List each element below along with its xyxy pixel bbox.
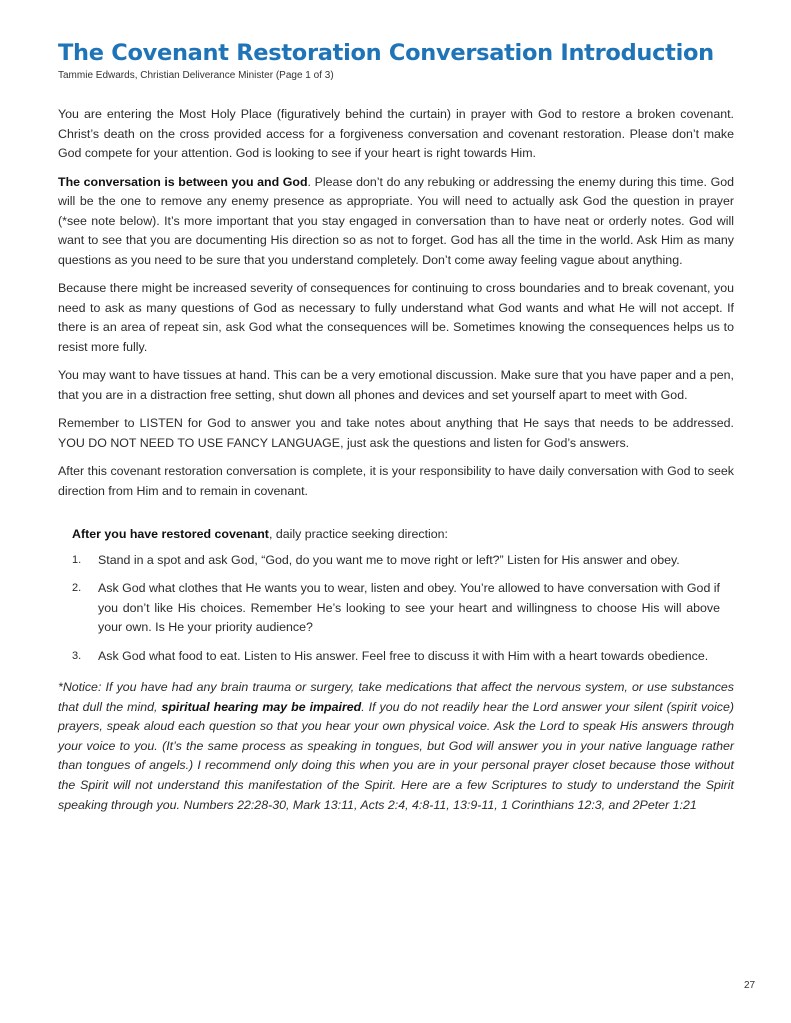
paragraph-intro: You are entering the Most Holy Place (figuratively behind the curtain) in prayer with God to restore a broken covenant. Christ’s death on the cross provided access for a forgiveness conversation and covenant restoration. Please don’t make God compete for your attention. God is looking to see if your heart is right towards Him. [58,107,734,160]
list-item-text: Ask God what food to eat. Listen to His answer. Feel free to discuss it with Him with a heart towards obedience. [98,648,709,663]
paragraph-consequences: Because there might be increased severity of consequences for continuing to cross boundaries and to break covenant, you need to ask as many questions of God as necessary to fully understand what God wants and what He will not accept. If there is an area of repeat sin, ask God what the consequences will be. Sometimes knowing the consequences helps us to resist more fully. [58,281,734,354]
list-item-number: 1. [72,553,82,566]
daily-practice-intro-text: , daily practice seeking direction: [268,527,449,541]
author-subtitle: Tammie Edwards, Christian Deliverance Minister (Page 1 of 3) [58,70,334,81]
notice-text-part-2: . If you do not readily hear the Lord answer your silent (spirit voice) prayers, speak aloud each question so that you hear your own physical voice. Ask the Lord to speak His answers through your voice to you. (It’s the same process as speaking in tongues, but God will answer you in your native language rather than tongues of angels.) I recommend only doing this when you are in your personal prayer closet because those without the Spirit will not understand this manifestation of the Spirit. Here are a few Scriptures to study to understand the Spirit speaking through you. Numbers 22:28-30, Mark 13:11, Acts 2:4, 4:8-11, 13:9-11, 1 Corinthians 12:3, and 2Peter 1:21 [58,699,735,812]
document-page [58,38,734,828]
paragraph-preparation: You may want to have tissues at hand. This can be a very emotional discussion. Make sure that you have paper and a pen, that you are in a distraction free setting, shut down all phones and devices and set yourself apart to meet with God. [58,368,734,402]
notice-bold-warning: spiritual hearing may be impaired [161,699,362,714]
paragraph-conversation [58,173,734,271]
list-item-text: Stand in a spot and ask God, “God, do you want me to move right or left?” Listen for His answer and obey. [98,552,680,567]
page-title: The Covenant Restoration Conversation Introduction [58,40,714,66]
notice-paragraph [58,678,734,815]
paragraph-responsibility: After this covenant restoration conversation is complete, it is your responsibility to have daily conversation with God to seek direction from Him and to remain in covenant. [58,464,734,498]
page-number: 27 [744,980,756,991]
list-item-number: 2. [72,582,82,594]
list-item [72,551,720,571]
paragraph-listen: Remember to LISTEN for God to answer you and take notes about anything that He says that needs to be addressed. YOU DO NOT NEED TO USE FANCY LANGUAGE, just ask the questions and listen for God’s answers. [58,416,734,450]
paragraph-conversation-text: . Please don’t do any rebuking or addressing the enemy during this time. God will be the one to remove any enemy presence as appropriate. You will need to actually ask God the question in prayer (*see note below). It’s more important that you stay engaged in conversation than to have neat or orderly notes. God will want to see that you are documenting His direction so as not to forget. God has all the time in the world. Ask Him as many questions as you need to be sure that you understand completely. Don’t come away feeling vague about anything. [58,174,734,267]
list-item [72,647,720,667]
daily-practice-intro-bold: After you have restored covenant [72,527,269,541]
notice-text-part-1: *Notice: If you have had any brain trauma or surgery, take medications that affect the nervous system, or use substances that dull the mind, [58,680,734,714]
list-item [72,579,720,638]
daily-practice-intro [72,525,720,545]
daily-practice-list [72,551,720,667]
list-item-number: 3. [72,649,82,662]
list-item-text: Ask God what clothes that He wants you to wear, listen and obey. You’re allowed to have conversation with God if you don’t like His choices. Remember He’s looking to see your heart and willingness to choose His will above your own. Is He your priority audience? [98,581,720,634]
daily-practice-section [72,525,720,666]
paragraph-conversation-bold: The conversation is between you and God [58,174,308,189]
